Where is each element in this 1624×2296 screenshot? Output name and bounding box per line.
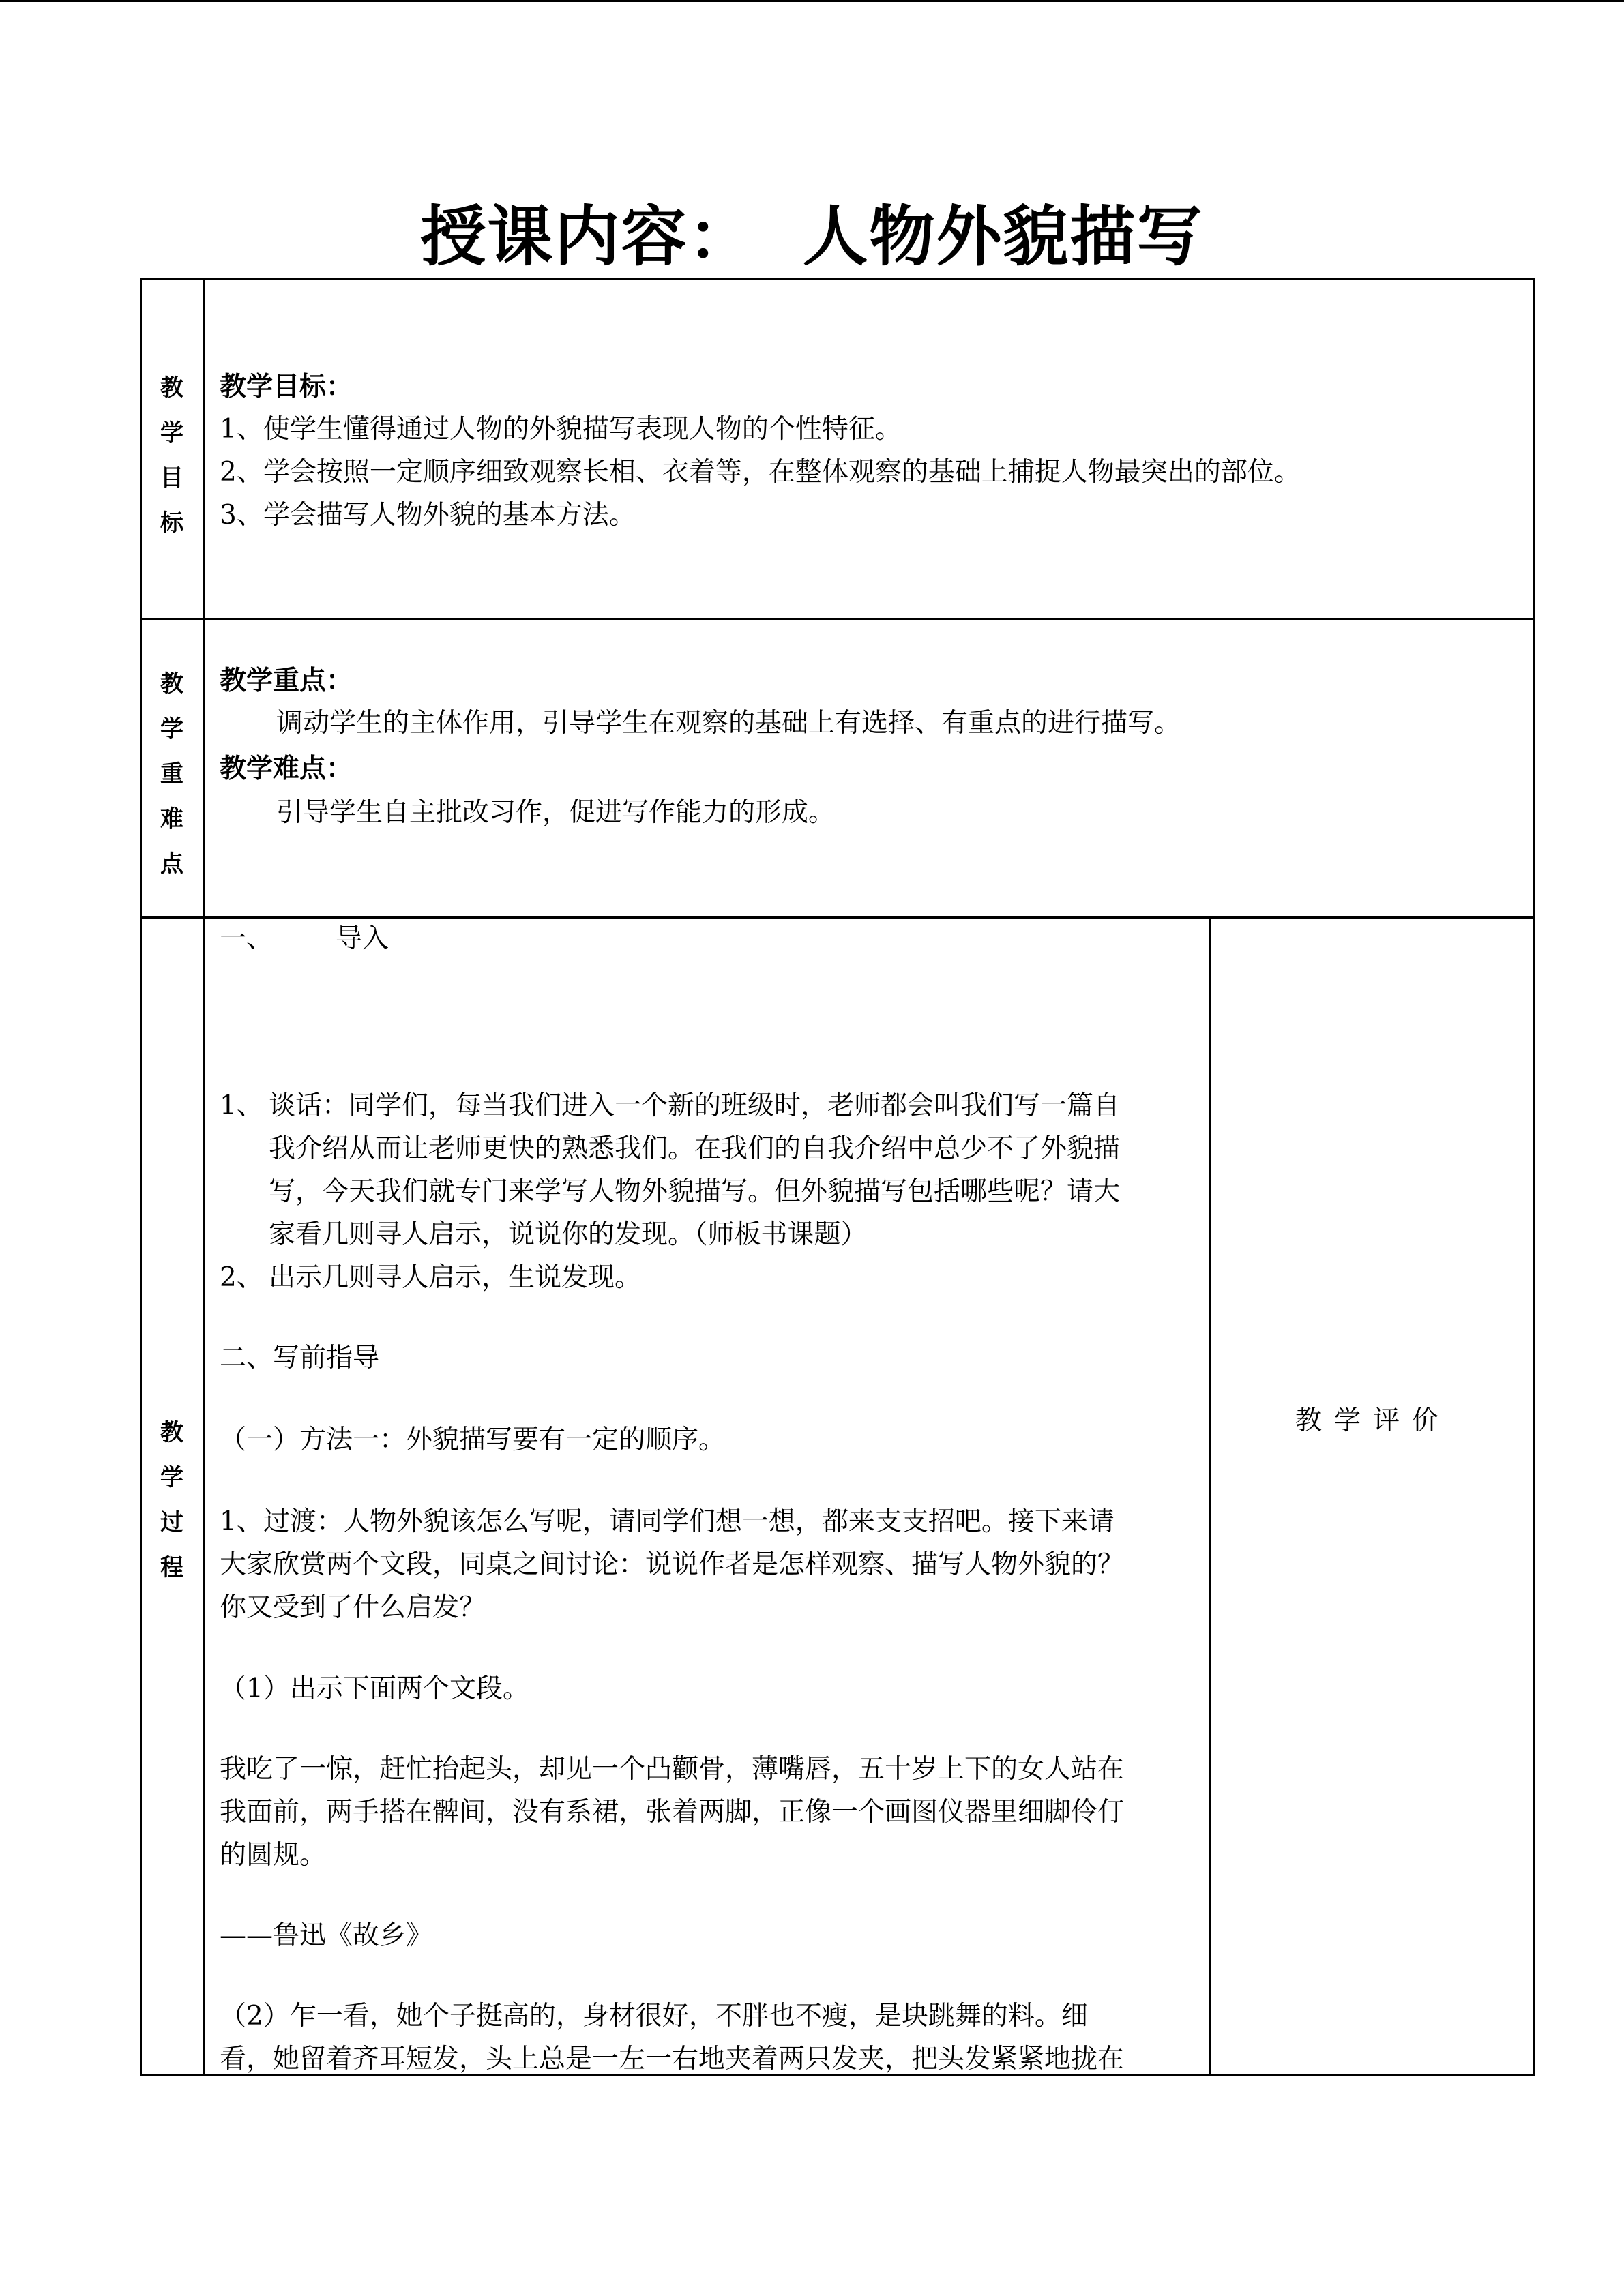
table-border-left [140,278,142,2076]
method-1: （一）方法一：外貌描写要有一定的顺序。 [220,1425,726,1455]
page-top-border [0,0,1624,2]
evaluation-label: 教学评价 [1295,1405,1451,1436]
show-two-excerpts: （1）出示下面两个文段。 [220,1673,529,1704]
transition-line-2: 大家欣赏两个文段，同桌之间讨论：说说作者是怎样观察、描写人物外貌的？ [220,1549,1125,1580]
excerpt-1-source: ——鲁迅《故乡》 [220,1920,433,1951]
excerpt-2-line-1: （2）乍一看，她个子挺高的，身材很好，不胖也不瘦，是块跳舞的料。细 [220,2001,1088,2031]
item-2-number: 2、 [220,1262,263,1293]
item-1-line-3: 写，今天我们就专门来学写人物外貌描写。但外貌描写包括哪些呢？请大 [269,1176,1121,1207]
transition-line-3: 你又受到了什么启发？ [220,1592,486,1623]
row-label-key-points: 教 学 重 难 点 [160,670,183,878]
table-border-top [140,278,1535,280]
excerpt-2-line-2: 看，她留着齐耳短发，头上总是一左一右地夹着两只发夹，把头发紧紧地拢在 [220,2044,1125,2074]
item-1-number: 1、 [220,1090,263,1121]
page-title [0,192,1624,281]
title-prefix: 授课内容： [420,198,755,275]
section-1-number: 一、 [220,923,274,954]
row-label-objectives: 教 学 目 标 [160,374,183,537]
excerpt-1-line-2: 我面前，两手搭在髀间，没有系裙，张着两脚，正像一个画图仪器里细脚伶仃 [220,1797,1125,1828]
section-1-title: 导入 [336,923,389,954]
excerpt-1-line-3: 的圆规。 [220,1840,327,1870]
item-1-line-4: 家看几则寻人启示，说说你的发现。（师板书课题） [269,1219,868,1250]
title-topic: 人物外貌描写 [802,198,1204,275]
difficulty-text: 引导学生自主批改习作，促进写作能力的形成。 [276,797,836,828]
objectives-heading: 教学目标： [220,371,353,402]
transition-line-1: 1、过渡：人物外貌该怎么写呢，请同学们想一想，都来支支招吧。接下来请 [220,1506,1114,1537]
row-label-process: 教 学 过 程 [160,1419,183,1581]
objective-item-2: 2、学会按照一定顺序细致观察长相、衣着等，在整体观察的基础上捕捉人物最突出的部位。 [220,457,1301,488]
evaluation-column-divider [1209,916,1211,2076]
row-divider-1 [140,618,1535,620]
focus-heading: 教学重点： [220,665,353,696]
table-border-right [1533,278,1535,2076]
label-column-divider [203,278,205,2076]
section-2-title: 二、写前指导 [220,1343,380,1373]
item-1-line-2: 我介绍从而让老师更快的熟悉我们。在我们的自我介绍中总少不了外貌描 [269,1133,1121,1164]
focus-text: 调动学生的主体作用，引导学生在观察的基础上有选择、有重点的进行描写。 [276,708,1181,739]
objective-item-1: 1、使学生懂得通过人物的外貌描写表现人物的个性特征。 [220,414,902,445]
item-1-line-1: 谈话：同学们，每当我们进入一个新的班级时，老师都会叫我们写一篇自 [269,1090,1121,1121]
item-2-text: 出示几则寻人启示，生说发现。 [269,1262,642,1293]
difficulty-heading: 教学难点： [220,753,353,784]
excerpt-1-line-1: 我吃了一惊，赶忙抬起头，却见一个凸颧骨，薄嘴唇，五十岁上下的女人站在 [220,1754,1125,1785]
objective-item-3: 3、学会描写人物外貌的基本方法。 [220,500,636,531]
